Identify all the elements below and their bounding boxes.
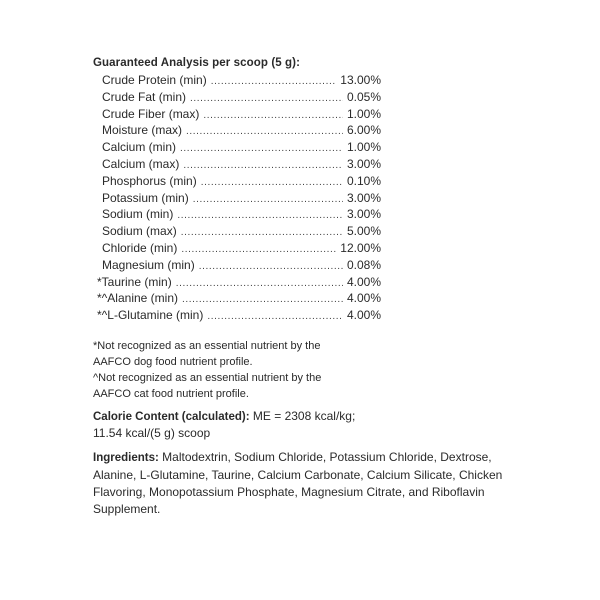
calorie-heading: Calorie Content (calculated):	[93, 410, 250, 423]
dot-leader	[183, 158, 343, 175]
dot-leader	[181, 242, 336, 259]
asterisk-footnote	[93, 338, 533, 370]
footnotes	[93, 338, 533, 402]
analysis-row	[93, 190, 381, 207]
analysis-name: Phosphorus (min)	[102, 173, 197, 188]
analysis-value: 0.10%	[346, 173, 381, 188]
calorie-line-1	[93, 408, 533, 425]
analysis-name: Crude Protein (min)	[102, 73, 207, 87]
analysis-name: Sodium (max)	[102, 224, 177, 239]
analysis-value: 3.00%	[346, 190, 381, 205]
analysis-value: 3.00%	[346, 207, 381, 222]
dot-leader	[186, 124, 343, 141]
dot-leader	[203, 108, 343, 125]
dot-leader	[193, 192, 343, 209]
analysis-name: Calcium (max)	[102, 156, 180, 171]
analysis-value: 1.00%	[346, 140, 381, 155]
ingredients-text: Maltodextrin, Sodium Chloride, Potassium Chloride, Dextrose, Alanine, L-Glutamine, Taurine, Calcium Carbonate, Calcium Silicate, Chicken Flavoring, Monopotassium Phosphate, Magnesium Citrate, and Riboflavin Supplement.	[93, 449, 503, 516]
nutrition-label-panel	[93, 56, 533, 518]
footnote-line: AAFCO cat food nutrient profile.	[93, 387, 249, 400]
dot-leader	[176, 276, 343, 293]
calorie-value: ME = 2308 kcal/kg;	[249, 408, 356, 423]
ingredients	[93, 449, 533, 518]
dot-leader	[199, 259, 343, 276]
analysis-value: 0.05%	[346, 89, 381, 104]
analysis-row	[93, 257, 381, 274]
guaranteed-analysis-list	[93, 72, 533, 324]
caret-footnote	[93, 370, 533, 402]
analysis-row	[93, 223, 381, 240]
analysis-row	[93, 156, 381, 173]
dot-leader	[177, 208, 343, 225]
analysis-row	[93, 240, 381, 257]
dot-leader	[207, 309, 343, 326]
analysis-row	[93, 173, 381, 190]
calorie-content	[93, 408, 533, 441]
analysis-row	[93, 106, 381, 123]
analysis-row	[93, 307, 381, 324]
analysis-row	[93, 290, 381, 307]
analysis-name: Magnesium (min)	[102, 257, 195, 272]
dot-leader	[182, 292, 343, 309]
analysis-name: *^L-Glutamine (min)	[97, 308, 204, 323]
analysis-value: 4.00%	[346, 274, 381, 289]
analysis-name: Sodium (min)	[102, 207, 174, 222]
analysis-row	[93, 206, 381, 223]
dot-leader	[190, 91, 343, 108]
guaranteed-analysis-title: Guaranteed Analysis per scoop (5 g):	[93, 57, 301, 69]
analysis-name: *Taurine (min)	[97, 274, 172, 289]
analysis-row	[93, 122, 381, 139]
dot-leader	[181, 225, 343, 242]
analysis-row	[93, 139, 381, 156]
analysis-name: Crude Fiber (max)	[102, 106, 200, 121]
analysis-value: 6.00%	[346, 123, 381, 138]
ingredients-heading: Ingredients:	[93, 451, 159, 464]
analysis-value: 0.08%	[346, 257, 381, 272]
footnote-line: *Not recognized as an essential nutrient by the	[93, 339, 321, 352]
analysis-value: 4.00%	[346, 291, 381, 306]
analysis-value: 5.00%	[346, 224, 381, 239]
calorie-line-2: 11.54 kcal/(5 g) scoop	[93, 425, 211, 440]
dot-leader	[180, 141, 343, 158]
analysis-value: 4.00%	[346, 308, 381, 323]
analysis-row	[93, 274, 381, 291]
analysis-value: 1.00%	[346, 106, 381, 121]
footnote-line: AAFCO dog food nutrient profile.	[93, 355, 253, 368]
analysis-name: Crude Fat (min)	[102, 89, 187, 104]
analysis-row	[93, 72, 381, 89]
analysis-value: 13.00%	[340, 73, 381, 87]
dot-leader	[201, 175, 343, 192]
analysis-name: Chloride (min)	[102, 240, 178, 255]
analysis-name: Moisture (max)	[102, 123, 183, 138]
analysis-name: *^Alanine (min)	[97, 291, 178, 306]
footnote-line: ^Not recognized as an essential nutrient by the	[93, 371, 322, 384]
analysis-value: 12.00%	[340, 240, 381, 255]
analysis-row	[93, 89, 381, 106]
analysis-name: Calcium (min)	[102, 140, 177, 155]
analysis-value: 3.00%	[346, 156, 381, 171]
analysis-name: Potassium (min)	[102, 190, 189, 205]
dot-leader	[211, 74, 337, 91]
